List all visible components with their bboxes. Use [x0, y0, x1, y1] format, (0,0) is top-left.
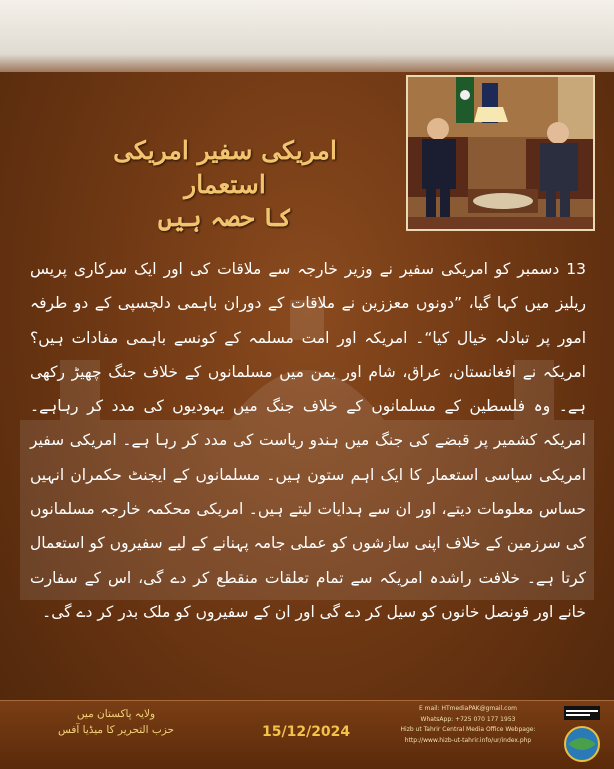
body-paragraph: 13 دسمبر کو امریکی سفیر نے وزیر خارجہ سے ملاقات کی اور ایک سرکاری پریس ریلیز میں کہا گیا، ”دونوں معززین نے ملاقات کے دوران باہمی دلچسپی کے دو طرفہ امور پر تبادلہ خیال کیا“۔ امریکہ اور امت مسلمہ کے کونسے باہمی مفادات ہیں؟ امریکہ نے افغانستان، عراق، شام اور یمن میں مسلمانوں کے خلاف جنگ چھیڑ رکھی ہے۔ وہ فلسطین کے مسلمانوں کے خلاف جنگ میں یہودیوں کی مدد کر رہاہے۔ امریکہ کشمیر پر قبضے کی جنگ میں ہندو ریاست کی مدد کر رہا ہے۔ امریکی سفیر امریکی سیاسی استعمار کا ایک اہم ستون ہیں۔ مسلمانوں کے ایجنٹ حکمران انہیں حساس معلومات دیتے، اور ان سے ہدایات لیتے ہیں۔ امریکی محکمہ خارجہ مسلمانوں کی سرزمین کے خلاف اپنی سازشوں کو عملی جامہ پہنانے کے لیے سفیروں کو استعمال کرتا ہے۔ خلافت راشدہ امریکہ سے تمام تعلقات منقطع کر دے گی، اس کے سفارت خانے اور قونصل خانوں کو سیل کر دے گی اور ان کے سفیروں کو ملک بدر کر دے گی۔ — [30, 260, 586, 621]
org-line-1: ولایہ پاکستان میں — [76, 708, 156, 720]
publication-date: 15/12/2024 — [262, 724, 351, 740]
media-office-signature — [56, 706, 176, 738]
top-header-band — [0, 0, 614, 72]
hizb-logo-icon — [560, 704, 604, 764]
headline — [90, 134, 360, 234]
headline-line-2: کا حصہ ہیں — [157, 203, 293, 232]
article-body — [30, 252, 586, 629]
meeting-photo — [406, 75, 595, 231]
org-line-2: حزب التحریر کا میڈیا آفس — [57, 724, 175, 736]
website-link[interactable]: http://www.hizb-ut-tahrir.info/ur/index.php — [404, 736, 532, 744]
contact-info — [383, 704, 553, 746]
email-text[interactable]: E mail: HTmediaPAK@gmail.com — [418, 705, 517, 712]
whatsapp-text: WhatsApp: +725 070 177 1953 — [420, 715, 516, 723]
website-label: Hizb ut Tahrir Central Media Office Webpage: — [400, 726, 536, 733]
headline-line-1: امریکی سفیر امریکی استعمار — [113, 136, 337, 199]
